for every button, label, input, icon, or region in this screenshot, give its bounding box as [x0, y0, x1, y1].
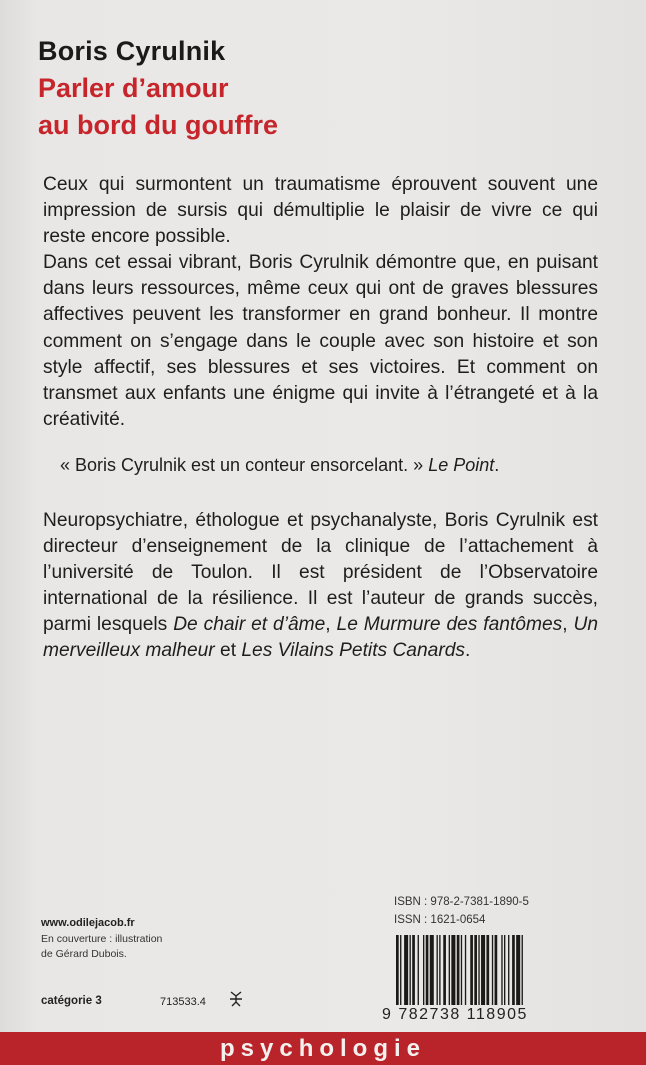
quote-source: Le Point [428, 455, 495, 475]
barcode-bar [486, 935, 489, 1005]
bio-sep-3: et [214, 640, 242, 662]
bio-sep-2: , [562, 614, 574, 636]
barcode-bar [522, 935, 523, 1005]
barcode-bar [451, 935, 455, 1005]
barcode-bar [396, 935, 399, 1005]
book-title-2: Le Murmure des fantômes [336, 614, 563, 636]
isbn-block [394, 893, 529, 929]
barcode-bar [478, 935, 479, 1005]
barcode-bar [512, 935, 515, 1005]
barcode-bar [400, 935, 401, 1005]
barcode-bar [508, 935, 509, 1005]
isbn: ISBN : 978-2-7381-1890-5 [394, 896, 529, 908]
collection-label: psychologie [219, 1035, 427, 1062]
barcode-bar [501, 935, 502, 1005]
title-line-1: Parler d’amour [38, 73, 229, 103]
barcode-bar [439, 935, 440, 1005]
author-bio [43, 508, 598, 665]
product-code: 713533.4 [160, 996, 206, 1008]
barcode-bar [495, 935, 498, 1005]
barcode-bar [443, 935, 446, 1005]
cover-credit-line-2: de Gérard Dubois. [41, 948, 127, 960]
title-line-2: au bord du gouffre [38, 110, 278, 140]
blurb-paragraph-2: Dans cet essai vibrant, Boris Cyrulnik démontre que, en puisant dans leurs ressources, même ceux qui ont de graves blessures affectives peuvent les transformer en grand bonheur. Il montre comment on s’engage dans le couple avec son histoire et son style affectif, ses blessures et ses victoires. Et comment on transmet aux enfants une énigme qui invite à l’étrangeté et à la créativité. [43, 252, 598, 430]
publisher-website[interactable]: www.odilejacob.fr [41, 917, 135, 929]
barcode-bar [481, 935, 485, 1005]
bio-text: Neuropsychiatre, éthologue et psychanalyste, Boris Cyrulnik est directeur d’enseignement de la clinique de l’attachement à l’université de Toulon. Il est président de l’Observatoire international de la résilience. Il est l’auteur de grands succès, parmi lesquels [43, 510, 598, 636]
barcode-bar [418, 935, 419, 1005]
barcode-bar [474, 935, 477, 1005]
publisher-logo-icon [228, 990, 244, 1008]
author-name: Boris Cyrulnik [38, 36, 226, 66]
barcode-bar [430, 935, 434, 1005]
quote-text: « Boris Cyrulnik est un conteur ensorcelant. » [60, 455, 424, 475]
blurb-paragraph-1: Ceux qui surmontent un traumatisme éprouvent souvent une impression de sursis qui démultiplie le plaisir de vivre ce qui reste encore possible. [43, 174, 598, 248]
blurb [43, 172, 598, 433]
barcode-bar [504, 935, 505, 1005]
collection-band [0, 1032, 646, 1065]
barcode-bar [423, 935, 424, 1005]
barcode-bar [412, 935, 415, 1005]
barcode-bar [410, 935, 411, 1005]
book-title-1: De chair et d’âme [173, 614, 326, 636]
issn: ISSN : 1621-0654 [394, 914, 486, 926]
bio-end: . [464, 640, 471, 662]
barcode-bar [449, 935, 450, 1005]
barcode-bar [426, 935, 429, 1005]
barcode-bar [461, 935, 462, 1005]
quote-period: . [494, 455, 500, 475]
cover-credit [41, 932, 162, 962]
cover-credit-line-1: En couverture : illustration [41, 933, 163, 945]
barcode-bar [437, 935, 438, 1005]
barcode-image [396, 935, 596, 1005]
press-quote [60, 455, 499, 476]
bio-sep-1: , [325, 614, 337, 636]
book-title-3: Un merveilleux malheur [43, 614, 598, 662]
barcode-bar [404, 935, 408, 1005]
barcode-bar [516, 935, 520, 1005]
barcode-bar [492, 935, 493, 1005]
book-title [38, 70, 278, 144]
barcode-bar [470, 935, 473, 1005]
barcode-bar [465, 935, 466, 1005]
price-category: catégorie 3 [41, 995, 102, 1007]
book-title-4: Les Vilains Petits Canards [241, 640, 465, 662]
barcode-number: 9 782738 118905 [382, 1006, 528, 1023]
barcode-bar [457, 935, 460, 1005]
